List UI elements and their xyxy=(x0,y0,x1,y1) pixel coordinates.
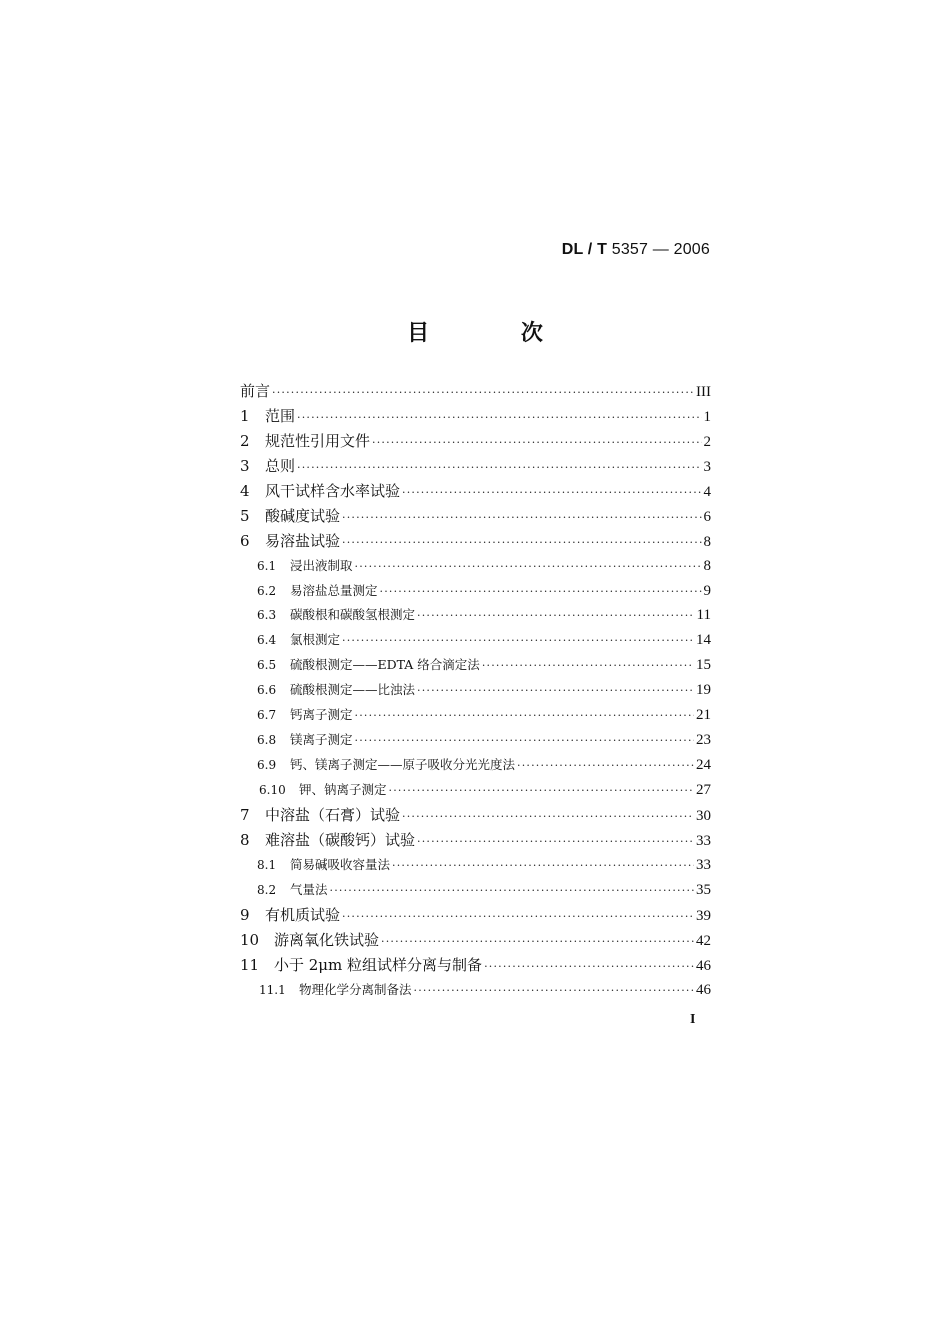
toc-entry-number: 3 xyxy=(240,456,250,475)
toc-subentry[interactable] xyxy=(240,753,711,778)
toc-entry[interactable] xyxy=(240,504,711,529)
toc-entry[interactable] xyxy=(240,828,711,853)
toc-entry-number: 6.6 xyxy=(257,683,277,698)
toc-entry-label: 难溶盐（碳酸钙）试验 xyxy=(265,830,416,849)
toc-entry-page: 23 xyxy=(696,732,711,749)
toc-entry-page: 15 xyxy=(696,657,711,674)
dot-leader xyxy=(342,506,701,529)
toc-entry-page: 33 xyxy=(696,832,711,849)
toc-entry-label: 小于 2μm 粒组试样分离与制备 xyxy=(274,955,483,974)
toc-entry-page: 19 xyxy=(696,682,711,699)
toc-entry-label: 碳酸根和碳酸氢根测定 xyxy=(290,607,416,623)
toc-entry-label: 中溶盐（石膏）试验 xyxy=(265,805,401,824)
dot-leader xyxy=(330,879,694,903)
dot-leader xyxy=(414,979,694,1003)
toc-entry-number: 8.2 xyxy=(257,882,277,897)
toc-entry-number: 5 xyxy=(240,506,250,525)
toc-entry-number: 11.1 xyxy=(259,982,286,997)
toc-entry[interactable] xyxy=(240,379,711,404)
toc-subentry[interactable] xyxy=(240,579,711,604)
toc-entry-number: 6.8 xyxy=(257,733,277,748)
toc-entry-page: 11 xyxy=(696,607,711,624)
dot-leader xyxy=(482,654,694,678)
toc-entry-label: 简易碱吸收容量法 xyxy=(290,856,391,872)
toc-entry-page: 1 xyxy=(703,408,711,425)
toc-entry-page: 39 xyxy=(696,907,711,924)
toc-entry-label: 总则 xyxy=(265,456,296,475)
standard-code: DL / T xyxy=(561,241,608,258)
toc-entry-number: 6.9 xyxy=(257,758,277,773)
toc-entry-label: 范围 xyxy=(265,406,296,425)
toc-entry-page: 24 xyxy=(696,757,711,774)
toc-entry-page: 46 xyxy=(696,981,711,998)
toc-subentry[interactable] xyxy=(240,978,711,1003)
dot-leader xyxy=(297,406,701,429)
toc-entry-label: 前言 xyxy=(240,382,271,400)
dot-leader xyxy=(372,431,701,454)
dot-leader xyxy=(380,580,702,604)
toc-entry[interactable] xyxy=(240,429,711,454)
toc-entry-label: 钙、镁离子测定——原子吸收分光光度法 xyxy=(290,757,516,773)
toc-entry-number: 2 xyxy=(240,431,250,450)
dot-leader xyxy=(389,779,694,803)
dot-leader xyxy=(417,679,694,703)
toc-subentry[interactable] xyxy=(240,878,711,903)
toc-entry[interactable] xyxy=(240,928,711,953)
dot-leader xyxy=(381,930,694,953)
dot-leader xyxy=(417,830,694,853)
toc-entry-page: 3 xyxy=(703,458,711,475)
toc-entry-number: 6.5 xyxy=(257,658,277,673)
toc-entry-number: 8 xyxy=(240,830,250,849)
toc-subentry[interactable] xyxy=(240,653,711,678)
toc-entry-page: 4 xyxy=(703,483,711,500)
dot-leader xyxy=(272,381,694,404)
toc-subentry[interactable] xyxy=(240,554,711,579)
toc-entry-page: 35 xyxy=(696,881,711,898)
toc-entry-page: 33 xyxy=(696,856,711,873)
toc-entry-number: 11 xyxy=(240,955,260,974)
toc-entry-label: 气量法 xyxy=(290,881,328,897)
dot-leader xyxy=(417,604,695,628)
toc-entry[interactable] xyxy=(240,454,711,479)
toc-subentry[interactable] xyxy=(240,778,711,803)
toc-entry[interactable] xyxy=(240,953,711,978)
toc-subentry[interactable] xyxy=(240,703,711,728)
toc-entry[interactable] xyxy=(240,529,711,554)
toc-entry-number: 1 xyxy=(240,406,250,425)
toc-entry[interactable] xyxy=(240,903,711,928)
toc-entry-label: 硫酸根测定——EDTA 络合滴定法 xyxy=(290,657,480,673)
toc-entry-number: 6.1 xyxy=(257,558,277,573)
page-folio: I xyxy=(690,1012,696,1027)
toc-entry-number: 10 xyxy=(240,930,260,949)
toc-entry-page: 9 xyxy=(703,582,711,599)
dot-leader xyxy=(342,905,694,928)
toc-entry[interactable] xyxy=(240,803,711,828)
toc-entry-label: 规范性引用文件 xyxy=(265,431,371,450)
toc-entry-label: 钾、钠离子测定 xyxy=(299,782,387,797)
toc-entry-page: 2 xyxy=(703,433,711,450)
toc-entry-page: 14 xyxy=(696,632,711,649)
toc-entry-label: 易溶盐总量测定 xyxy=(290,582,378,598)
toc-entry-label: 镁离子测定 xyxy=(290,732,353,748)
dot-leader xyxy=(355,729,694,753)
toc-entry-number: 6.10 xyxy=(259,783,286,797)
toc-entry-page: 42 xyxy=(696,932,711,949)
toc-entry-page: 27 xyxy=(696,782,711,798)
dot-leader xyxy=(517,754,694,778)
toc-entry-page: 6 xyxy=(703,508,711,525)
toc-entry-number: 4 xyxy=(240,481,250,500)
toc-entry-label: 有机质试验 xyxy=(265,905,341,924)
toc-entry-label: 硫酸根测定——比浊法 xyxy=(290,682,416,698)
standard-year: 5357 — 2006 xyxy=(611,241,710,258)
toc-entry-page: III xyxy=(696,384,711,400)
toc-subentry[interactable] xyxy=(240,728,711,753)
dot-leader xyxy=(402,481,701,504)
toc-entry[interactable] xyxy=(240,404,711,429)
toc-entry-label: 浸出液制取 xyxy=(290,557,353,573)
toc-entry-number: 7 xyxy=(240,805,250,824)
toc-entry-page: 30 xyxy=(696,807,711,824)
toc-entry-page: 46 xyxy=(696,957,711,974)
toc-entry-number: 6.4 xyxy=(257,633,277,648)
standard-number xyxy=(562,241,710,259)
dot-leader xyxy=(297,456,701,479)
toc-entry-page: 8 xyxy=(703,533,711,550)
dot-leader xyxy=(355,704,694,728)
table-of-contents xyxy=(240,379,711,1002)
toc-entry-number: 6.2 xyxy=(257,583,277,598)
toc-entry-number: 8.1 xyxy=(257,857,277,872)
toc-entry-label: 易溶盐试验 xyxy=(265,531,341,550)
toc-entry-label: 氯根测定 xyxy=(290,632,341,648)
toc-entry-number: 6.7 xyxy=(257,708,277,723)
toc-subentry[interactable] xyxy=(240,603,711,628)
dot-leader xyxy=(342,531,701,554)
toc-entry-label: 风干试样含水率试验 xyxy=(265,481,401,500)
dot-leader xyxy=(342,629,694,653)
toc-subentry[interactable] xyxy=(240,678,711,703)
toc-entry-page: 8 xyxy=(703,557,711,574)
toc-entry-label: 物理化学分离制备法 xyxy=(299,981,412,997)
page-title: 目 次 xyxy=(407,321,585,346)
toc-entry-label: 酸碱度试验 xyxy=(265,506,341,525)
toc-entry-label: 游离氧化铁试验 xyxy=(274,930,380,949)
toc-entry-number: 9 xyxy=(240,905,250,924)
dot-leader xyxy=(355,555,702,579)
toc-entry[interactable] xyxy=(240,479,711,504)
toc-entry-label: 钙离子测定 xyxy=(290,707,353,723)
toc-entry-page: 21 xyxy=(696,707,711,724)
dot-leader xyxy=(392,854,694,878)
toc-subentry[interactable] xyxy=(240,628,711,653)
toc-subentry[interactable] xyxy=(240,853,711,878)
dot-leader xyxy=(484,955,694,978)
dot-leader xyxy=(402,805,694,828)
toc-entry-number: 6.3 xyxy=(257,608,277,623)
toc-entry-number: 6 xyxy=(240,531,250,550)
